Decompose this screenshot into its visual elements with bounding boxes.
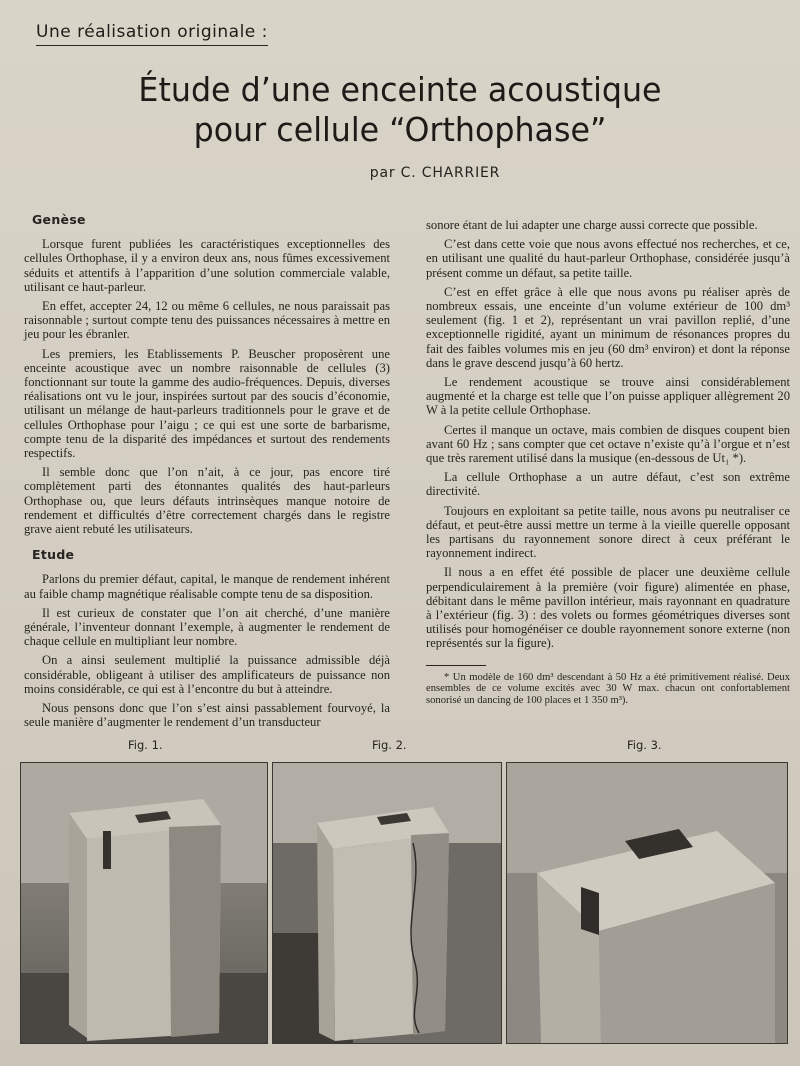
- section-kicker: Une réalisation originale :: [36, 22, 268, 46]
- caption-fig3: Fig. 3.: [627, 738, 662, 752]
- paragraph: La cellule Orthophase a un autre défaut, c’est son extrême directivité.: [426, 470, 790, 499]
- heading-etude: Etude: [32, 547, 75, 563]
- photo-fig3: [506, 762, 788, 1044]
- paragraph: Le rendement acoustique se trouve ainsi considérablement augmenté et la charge est telle que l’on puisse appliquer allègrement 20 W à la petite cellule Orthophase.: [426, 375, 790, 418]
- paragraph: Il nous a en effet été possible de placer une deuxième cellule perpendiculairement à la première (voir figure) alimentée en phase, débitant dans le même pavillon intérieur, mais rayonnant en quadrature à l’extérieur (fig. 3) : des volets ou formes géométriques diverses sont utilisés pour homogénéiser ce double rayonnement sonore externe (non représentés sur la figure).: [426, 565, 790, 651]
- paragraph: sonore étant de lui adapter une charge aussi correcte que possible.: [426, 218, 758, 232]
- heading-genese: Genèse: [32, 212, 86, 227]
- paragraph: C’est en effet grâce à elle que nous avons pu réaliser après de nombreux essais, une enceinte d’un volume extérieur de 100 dm³ seulement (fig. 1 et 2), représentant un vrai pavillon replié, d’une exceptionnelle rigidité, ayant un minimum de résonances propres du fait des faibles volumes mis en jeu (60 dm³ environ) et dont la réponse dans le grave descend jusqu’à 60 hertz.: [426, 284, 790, 370]
- title-line-1: Étude d’une enceinte acoustique: [138, 70, 662, 109]
- caption-fig1: Fig. 1.: [128, 738, 163, 752]
- paragraph: Il semble donc que l’on n’ait, à ce jour, pas encore tiré complètement parti des étonnantes qualités des haut-parleurs Orthophase ou, que leurs défauts intrinsèques manque notoire de rendement et difficultés d’être correctement chargés dans le registre grave aient rebuté les utilisateurs.: [24, 465, 390, 537]
- paragraph: On a ainsi seulement multiplié la puissance admissible déjà considérable, obligeant à utiliser des amplificateurs de puissance non moins considérable, ce qui est à l’encontre du but à atteindre.: [24, 653, 390, 696]
- left-column: [24, 210, 390, 735]
- photo-fig1: [20, 762, 268, 1044]
- photo-fig2: [272, 762, 502, 1044]
- paragraph: Lorsque furent publiées les caractéristiques exceptionnelles des cellules Orthophase, il y a environ deux ans, nous fûmes excessivement séduits et attentifs à l’apparition d’une solution commerciale valable, utilisant ce haut-parleur.: [24, 237, 390, 294]
- paragraph: Toujours en exploitant sa petite taille, nous avons pu neutraliser ce défaut, et peut-être aussi mettre un terme à la vieille querelle opposant les partisans du rayonnement sonore direct à ceux préférant le rayonnement indirect.: [426, 503, 790, 561]
- title-line-2: pour cellule “Orthophase”: [193, 110, 607, 149]
- paragraph: Les premiers, les Etablissements P. Beuscher proposèrent une enceinte acoustique avec un nombre raisonnable de cellules (3) fonctionnant sur toute la gamme des audio-fréquences. Depuis, diverses réalisations ont vu le jour, inspirées surtout par des soucis d’économie, utilisant un mélange de haut-parleurs traditionnels pour le grave et de cellules Orthophase pour l’aigu ; ce qui est une sorte de barbarisme, compte tenu de la disparité des impédances et surtout des rendements respectifs.: [24, 346, 390, 461]
- paragraph: Parlons du premier défaut, capital, le manque de rendement inhérent au faible champ magnétique réalisable compte tenu de sa disposition.: [24, 572, 390, 601]
- caption-fig2: Fig. 2.: [372, 738, 407, 752]
- author-byline: par C. CHARRIER: [369, 165, 501, 181]
- paragraph: C’est dans cette voie que nous avons effectué nos recherches, et ce, en utilisant une qualité du haut-parleur Orthophase, considérée jusqu’à présent comme un défaut, sa petite taille.: [426, 237, 790, 280]
- paragraph: En effet, accepter 24, 12 ou même 6 cellules, ne nous paraissait pas raisonnable ; surtout compte tenu des puissances nécessaires à mettre en jeu pour les ébranler.: [24, 299, 390, 342]
- article-title: [16, 70, 784, 150]
- paragraph: Nous pensons donc que l’on s’est ainsi passablement fourvoyé, la seule manière d’augmenter le rendement d’un transducteur: [24, 701, 390, 730]
- paragraph: Il est curieux de constater que l’on ait cherché, d’une manière générale, l’inventeur donnant l’exemple, à augmenter le rendement de chaque cellule en multipliant leur nombre.: [24, 605, 390, 649]
- paragraph: Certes il manque un octave, mais combien de disques coupent bien avant 60 Hz ; sans compter que cet octave n’existe qu’à l’orgue et n’est que très rarement utilisé dans la musique (en-dessous de Ut₁ *).: [426, 422, 790, 466]
- footnote-rule: [426, 665, 486, 666]
- footnote: * Un modèle de 160 dm³ descendant à 50 Hz a été primitivement réalisé. Deux ensembles de ce volume excités avec 30 W max. chacun ont confortablement sonorisé un dancing de 100 places et 1 350 m³).: [426, 671, 790, 706]
- right-column: [426, 218, 790, 711]
